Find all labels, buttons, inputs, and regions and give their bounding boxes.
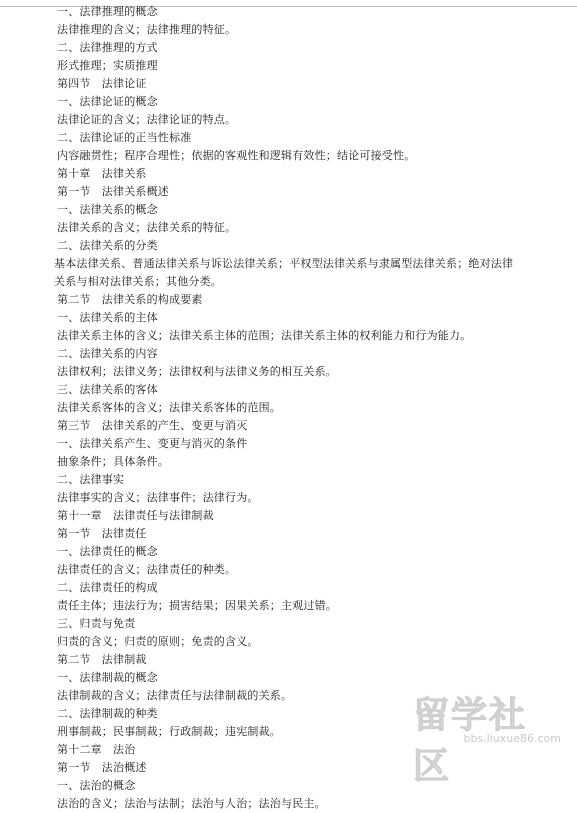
text-line: 法治的含义；法治与法制；法治与人治；法治与民主。	[57, 797, 326, 810]
text-paragraph: 基本法律关系、普通法律关系与诉讼法律关系；平权型法律关系与隶属型法律关系；绝对法律关系与相对法律关系；其他分类。	[54, 257, 514, 288]
text-line: 法律关系的含义；法律关系的特征。	[57, 221, 237, 234]
chapter-heading: 第十章 法律关系	[57, 167, 147, 180]
text-line: 法律关系主体的含义；法律关系主体的范围；法律关系主体的权利能力和行为能力。	[57, 329, 472, 342]
text-line: 一、法律关系的主体	[57, 311, 158, 324]
text-line: 法律责任的含义；法律责任的种类。	[57, 563, 237, 576]
text-line: 责任主体；违法行为；损害结果；因果关系；主观过错。	[57, 599, 337, 612]
text-line: 三、法律关系的客体	[57, 383, 158, 396]
text-line: 法律权利；法律义务；法律权利与法律义务的相互关系。	[57, 365, 337, 378]
text-line: 二、法律关系的内容	[57, 347, 158, 360]
text-line: 法律论证的含义；法律论证的特点。	[57, 113, 237, 126]
section-heading: 第二节 法律制裁	[57, 653, 147, 666]
watermark-logo-text: 留学社区	[413, 695, 528, 787]
text-line: 二、法律论证的正当性标准	[57, 131, 192, 144]
watermark-site-text: bbs.liuxue86.com	[463, 732, 561, 745]
section-heading: 第三节 法律关系的产生、变更与消灭	[57, 419, 248, 432]
text-line: 二、法律事实	[57, 473, 125, 486]
text-line: 一、法律关系产生、变更与消灭的条件	[57, 437, 248, 450]
text-line: 一、法律责任的概念	[57, 545, 158, 558]
section-heading: 第二节 法律关系的构成要素	[57, 293, 203, 306]
text-line: 一、法律关系的概念	[57, 203, 158, 216]
text-line: 归责的含义；归责的原则；免责的含义。	[57, 635, 259, 648]
watermark-logo	[413, 687, 563, 787]
text-line: 刑事制裁；民事制裁；行政制裁；违宪制裁。	[57, 725, 281, 738]
text-line: 一、法律推理的概念	[57, 5, 158, 18]
text-line: 二、法律推理的方式	[57, 41, 158, 54]
section-heading: 第一节 法律责任	[57, 527, 147, 540]
section-heading: 第一节 法律关系概述	[57, 185, 169, 198]
text-line: 法律关系客体的含义；法律关系客体的范围。	[57, 401, 281, 414]
text-line: 二、法律制裁的种类	[57, 707, 158, 720]
chapter-heading: 第十二章 法治	[57, 743, 136, 756]
section-heading: 第四节 法律论证	[57, 77, 147, 90]
text-line: 一、法治的概念	[57, 779, 136, 792]
text-line: 法律推理的含义；法律推理的特征。	[57, 23, 237, 36]
text-line: 三、归责与免责	[57, 617, 136, 630]
text-line: 一、法律制裁的概念	[57, 671, 158, 684]
text-line: 法律制裁的含义；法律责任与法律制裁的关系。	[57, 689, 293, 702]
text-line: 二、法律责任的构成	[57, 581, 158, 594]
text-line: 二、法律关系的分类	[57, 239, 158, 252]
chapter-heading: 第十一章 法律责任与法律制裁	[57, 509, 214, 522]
text-line: 一、法律论证的概念	[57, 95, 158, 108]
header-url	[439, 0, 515, 1]
text-line: 形式推理；实质推理	[57, 59, 158, 72]
section-heading: 第一节 法治概述	[57, 761, 147, 774]
text-line: 内容融贯性；程序合理性；依据的客观性和逻辑有效性；结论可接受性。	[57, 149, 416, 162]
text-line: 法律事实的含义；法律事件；法律行为。	[57, 491, 259, 504]
text-line: 抽象条件；具体条件。	[57, 455, 169, 468]
